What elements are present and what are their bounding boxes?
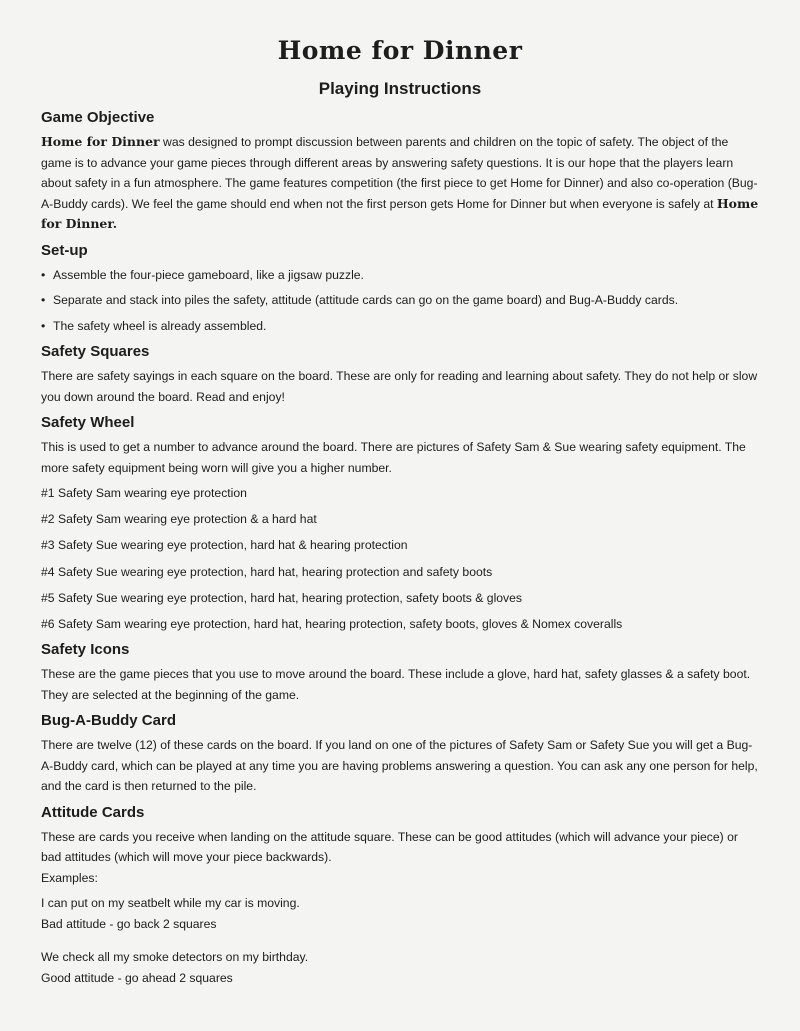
example-1-result: Bad attitude - go back 2 squares — [41, 916, 217, 931]
bug-text: There are twelve (12) of these cards on the board. If you land on one of the pictures of Safety Sam or Safety Sue you will get a Bug-A-Buddy card, which can be played at any time you are having problems answering a question. You can ask any one person for help, and the card is then returned to the pile. — [41, 738, 758, 794]
section-attitude — [41, 803, 761, 989]
list-item: #6 Safety Sam wearing eye protection, hard hat, hearing protection, safety boots, gloves & Nomex coveralls — [41, 616, 623, 631]
section-icons — [41, 640, 761, 705]
section-wheel — [41, 413, 761, 634]
section-objective — [41, 108, 761, 235]
icons-heading: Safety Icons — [41, 641, 130, 659]
list-item: #3 Safety Sue wearing eye protection, hard hat & hearing protection — [41, 538, 408, 553]
example-1-statement: I can put on my seatbelt while my car is moving. — [41, 896, 300, 911]
objective-brand-end: Home for Dinner. — [41, 195, 759, 231]
icons-text: These are the game pieces that you use to move around the board. These include a glove, hard hat, safety glasses & a safety boot. They are selected at the beginning of the game. — [41, 667, 751, 702]
example-2-statement: We check all my smoke detectors on my birthday. — [41, 950, 309, 965]
page-title: Home for Dinner — [277, 36, 523, 65]
section-bug — [41, 711, 761, 797]
page-subtitle: Playing Instructions — [318, 79, 482, 98]
wheel-list — [41, 483, 761, 634]
attitude-text: These are cards you receive when landing on the attitude square. These can be good attitudes (which will advance your piece) or bad attitudes (which will move your piece backwards). — [41, 829, 738, 865]
attitude-heading: Attitude Cards — [41, 803, 145, 821]
squares-heading: Safety Squares — [41, 343, 150, 360]
objective-text — [41, 132, 761, 235]
setup-list — [41, 265, 761, 337]
wheel-heading: Safety Wheel — [41, 414, 135, 431]
objective-body: was designed to prompt discussion between parents and children on the topic of safety. The object of the game is to advance your game pieces through different areas by answering safety questions. It is our hope that the players learn about safety in a fun atmosphere. The game features competition (the first piece to get Home for Dinner) and also co-operation (Bug-A-Buddy cards). We feel the game should end when not the first person gets Home for Dinner but when everyone is safely at — [41, 135, 758, 211]
examples-label: Examples: — [41, 870, 98, 885]
list-item: • The safety wheel is already assembled. — [41, 316, 761, 337]
list-item: #4 Safety Sue wearing eye protection, hard hat, hearing protection and safety boots — [41, 564, 493, 579]
wheel-text: This is used to get a number to advance around the board. There are pictures of Safety Sam & Sue wearing safety equipment. The more safety equipment being worn will give you a higher number. — [41, 440, 746, 475]
objective-brand: Home for Dinner — [41, 134, 160, 149]
setup-heading: Set-up — [41, 241, 88, 259]
bug-heading: Bug-A-Buddy Card — [41, 712, 176, 730]
list-item: • Assemble the four-piece gameboard, like a jigsaw puzzle. — [41, 265, 761, 286]
list-item: • Separate and stack into piles the safety, attitude (attitude cards can go on the game board) and Bug-A-Buddy cards. — [41, 290, 761, 311]
section-setup — [41, 241, 761, 337]
list-item: #5 Safety Sue wearing eye protection, hard hat, hearing protection, safety boots & gloves — [41, 590, 523, 605]
spacer — [41, 939, 761, 947]
list-item: #1 Safety Sam wearing eye protection — [41, 486, 247, 500]
example-2-result: Good attitude - go ahead 2 squares — [41, 970, 233, 985]
section-squares — [41, 342, 761, 407]
list-item: #2 Safety Sam wearing eye protection & a hard hat — [41, 512, 317, 527]
squares-text: There are safety sayings in each square on the board. These are only for reading and learning about safety. They do not help or slow you down around the board. Read and enjoy! — [41, 369, 758, 404]
objective-heading: Game Objective — [41, 109, 155, 126]
content — [41, 108, 761, 994]
